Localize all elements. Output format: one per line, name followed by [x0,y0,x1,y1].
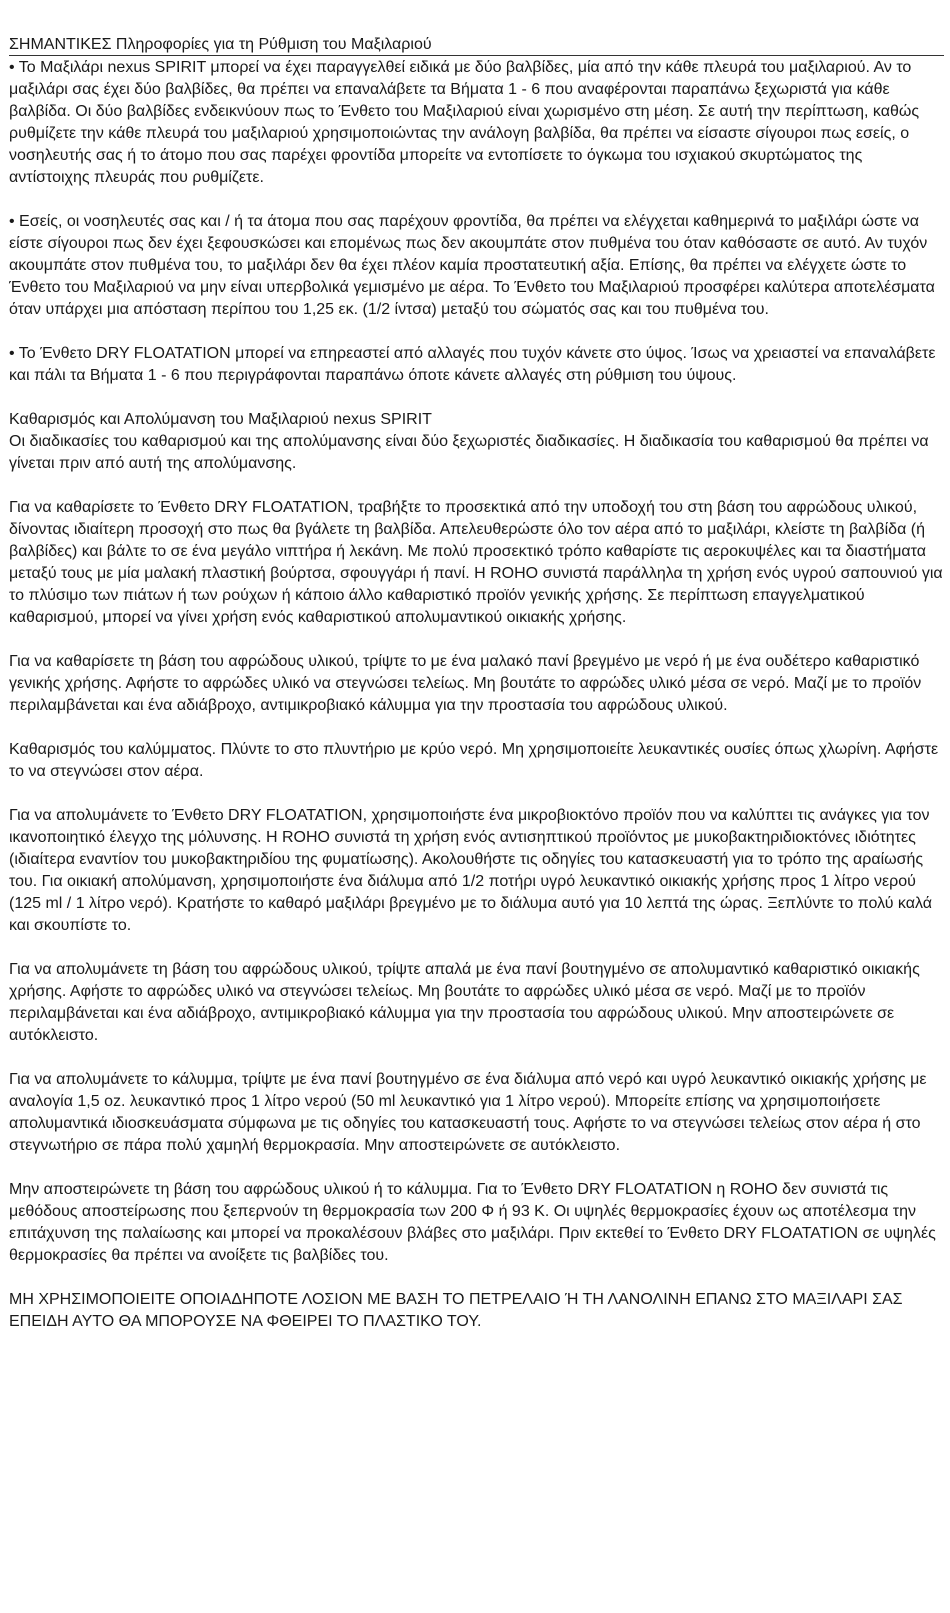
paragraph-insert-cleaning: Για να καθαρίσετε το Ένθετο DRY FLOATATION, τραβήξτε το προσεκτικά από την υποδοχή του στη βάση του αφρώδους υλικού, δίνοντας ιδιαίτερη προσοχή στο πως θα βγάλετε τη βαλβίδα. Απελευθερώστε όλο τον αέρα από το μαξιλάρι, κλείστε τη βαλβίδα (ή βαλβίδες) και βάλτε το σε ένα μεγάλο νιπτήρα ή λεκάνη. Με πολύ προσεκτικό τρόπο καθαρίστε τις αεροκυψέλες και τα διαστήματα μεταξύ τους με μία μαλακή πλαστική βούρτσα, σφουγγάρι ή πανί. Η ROHO συνιστά παράλληλα τη χρήση ενός υγρού σαπουνιού για το πλύσιμο των πιάτων ή των ρούχων ή κάποιο άλλο καθαριστικό προϊόν γενικής χρήσης. Σε περίπτωση επαγγελματικού καθαρισμού, μπορεί να γίνει χρήση ενός καθαριστικού απολυμαντικού οικιακής χρήσης. [9,499,943,626]
paragraph-cover-disinfection: Για να απολυμάνετε το κάλυμμα, τρίψτε με ένα πανί βουτηγμένο σε ένα διάλυμα από νερό και υγρό λευκαντικό οικιακής χρήσης με αναλογία 1,5 oz. λευκαντικό προς 1 λίτρο νερού (50 ml λευκαντικό για 1 λίτρο νερού). Μπορείτε επίσης να χρησιμοποιήσετε απολυμαντικά ιδιοσκευάσματα σύμφωνα με τις οδηγίες του κατασκευαστή τους. Αφήστε το να στεγνώσει τελείως στον αέρα ή στο στεγνωτήριο σε πάρα πολύ χαμηλή θερμοκρασία. Μην αποστειρώνετε σε αυτόκλειστο. [9,1071,927,1154]
paragraph-foam-base-cleaning: Για να καθαρίσετε τη βάση του αφρώδους υλικού, τρίψτε το με ένα μαλακό πανί βρεγμένο με νερό ή με ένα ουδέτερο καθαριστικό γενικής χρήσης. Αφήστε το αφρώδες υλικό να στεγνώσει τελείως. Μη βουτάτε το αφρώδες υλικό μέσα σε νερό. Μαζί με το προϊόν περιλαμβάνεται και ένα αδιάβροχο, αντιμικροβιακό κάλυμμα για την προστασία του αφρώδους υλικού. [9,653,922,714]
bullet-paragraph-height-changes: • Το Ένθετο DRY FLOATATION μπορεί να επηρεαστεί από αλλαγές που τυχόν κάνετε στο ύψος. Ίσως να χρειαστεί να επαναλάβετε και πάλι τα Βήματα 1 - 6 που περιγράφονται παραπάνω όποτε κάνετε αλλαγές στη ρύθμιση του ύψους. [9,345,936,384]
document-page [9,34,944,1333]
section-heading-cushion-adjustment: ΣΗΜΑΝΤΙΚΕΣ Πληροφορίες για τη Ρύθμιση του Μαξιλαριού [9,34,944,56]
warning-paragraph: ΜΗ ΧΡΗΣΙΜΟΠΟΙΕΙΤΕ ΟΠΟΙΑΔΗΠΟΤΕ ΛΟΣΙΟΝ ΜΕ ΒΑΣΗ ΤΟ ΠΕΤΡΕΛΑΙΟ Ή ΤΗ ΛΑΝΟΛΙΝΗ ΕΠΑΝΩ ΣΤΟ ΜΑΞΙΛΑΡΙ ΣΑΣ ΕΠΕΙΔΗ ΑΥΤΟ ΘΑ ΜΠΟΡΟΥΣΕ ΝΑ ΦΘΕΙΡΕΙ ΤΟ ΠΛΑΣΤΙΚΟ ΤΟΥ. [9,1291,903,1330]
paragraph-foam-base-disinfection: Για να απολυμάνετε τη βάση του αφρώδους υλικού, τρίψτε απαλά με ένα πανί βουτηγμένο σε απολυμαντικό καθαριστικό οικιακής χρήσης. Αφήστε το αφρώδες υλικό να στεγνώσει τελείως. Μη βουτάτε το αφρώδες υλικό μέσα σε νερό. Μαζί με το προϊόν περιλαμβάνεται και ένα αδιάβροχο, αντιμικροβιακό κάλυμμα για την προστασία του αφρώδους υλικού. Μην αποστειρώνετε σε αυτόκλειστο. [9,961,920,1044]
paragraph-sterilization: Μην αποστειρώνετε τη βάση του αφρώδους υλικού ή το κάλυμμα. Για το Ένθετο DRY FLOATATION η ROHO δεν συνιστά τις μεθόδους αποστείρωσης που ξεπερνούν τη θερμοκρασία των 200 Φ ή 93 Κ. Οι υψηλές θερμοκρασίες έχουν ως αποτέλεσμα την επιτάχυνση της παλαίωσης και μπορεί να προκαλέσουν βλάβες στο μαξιλάρι. Πριν εκτεθεί το Ένθετο DRY FLOATATION σε υψηλές θερμοκρασίες θα πρέπει να ανοίξετε τις βαλβίδες του. [9,1181,936,1264]
bullet-paragraph-daily-check: • Εσείς, οι νοσηλευτές σας και / ή τα άτομα που σας παρέχουν φροντίδα, θα πρέπει να ελέγχεται καθημερινά το μαξιλάρι ώστε να είστε σίγουροι πως δεν έχει ξεφουσκώσει και επομένως πως δεν ακουμπάτε στον πυθμένα του όταν καθόσαστε σε αυτό. Αν τυχόν ακουμπάτε στον πυθμένα του, το μαξιλάρι δεν θα έχει πλέον καμία προστατευτική αξία. Επίσης, θα πρέπει να ελέγχετε ώστε το Ένθετο του Μαξιλαριού να μην είναι υπερβολικά γεμισμένο με αέρα. Το Ένθετο του Μαξιλαριού προσφέρει καλύτερα αποτελέσματα όταν υπάρχει μια απόσταση περίπου του 1,25 εκ. (1/2 ίντσα) μεταξύ του σώματός σας και του πυθμένα του. [9,213,935,318]
paragraph-cover-cleaning: Καθαρισμός του καλύμματος. Πλύντε το στο πλυντήριο με κρύο νερό. Μη χρησιμοποιείτε λευκαντικές ουσίες όπως χλωρίνη. Αφήστε το να στεγνώσει στον αέρα. [9,741,939,780]
bullet-paragraph-two-valves: • Το Μαξιλάρι nexus SPIRIT μπορεί να έχει παραγγελθεί ειδικά με δύο βαλβίδες, μία από την κάθε πλευρά του μαξιλαριού. Αν το μαξιλάρι σας έχει δύο βαλβίδες, θα πρέπει να επαναλάβετε τα Βήματα 1 - 6 που αναφέρονται παραπάνω ξεχωριστά για κάθε βαλβίδα. Οι δύο βαλβίδες ενδεικνύουν πως το Ένθετο του Μαξιλαριού είναι χωρισμένο στη μέση. Σε αυτή την περίπτωση, καθώς ρυθμίζετε την κάθε πλευρά του μαξιλαριού χρησιμοποιώντας την ανάλογη βαλβίδα, θα πρέπει να είσαστε σίγουροι πως εσείς, ο νοσηλευτής σας ή το άτομο που σας παρέχει φροντίδα μπορείτε να εντοπίσετε το όγκωμα του ισχιακού σκυρτώματος της αντίστοιχης πλευράς που ρυθμίζετε. [9,59,920,186]
paragraph-cleaning-intro: Οι διαδικασίες του καθαρισμού και της απολύμανσης είναι δύο ξεχωριστές διαδικασίες. Η διαδικασία του καθαρισμού θα πρέπει να γίνεται πριν από αυτή της απολύμανσης. [9,433,929,472]
paragraph-insert-disinfection: Για να απολυμάνετε το Ένθετο DRY FLOATATION, χρησιμοποιήστε ένα μικροβιοκτόνο προϊόν που να καλύπτει τις ανάγκες για τον ικανοποιητικό έλεγχο της μόλυνσης. Η ROHO συνιστά τη χρήση ενός αντισηπτικού προϊόντος με μυκοβακτηριδιοκτόνες ιδιότητες (ιδιαίτερα εναντίον του μυκοβακτηριδίου της φυματίωσης). Ακολουθήστε τις οδηγίες του κατασκευαστή για το τρόπο της αραίωσής του. Για οικιακή απολύμανση, χρησιμοποιήστε ένα διάλυμα από 1/2 ποτήρι υγρό λευκαντικό οικιακής χρήσης προς 1 λίτρο νερού (125 ml / 1 λίτρο νερό). Κρατήστε το καθαρό μαξιλάρι βρεγμένο με το διάλυμα αυτό για 10 λεπτά της ώρας. Ξεπλύντε το πολύ καλά και σκουπίστε το. [9,807,932,934]
section-heading-cleaning: Καθαρισμός και Απολύμανση του Μαξιλαριού nexus SPIRIT [9,411,432,428]
